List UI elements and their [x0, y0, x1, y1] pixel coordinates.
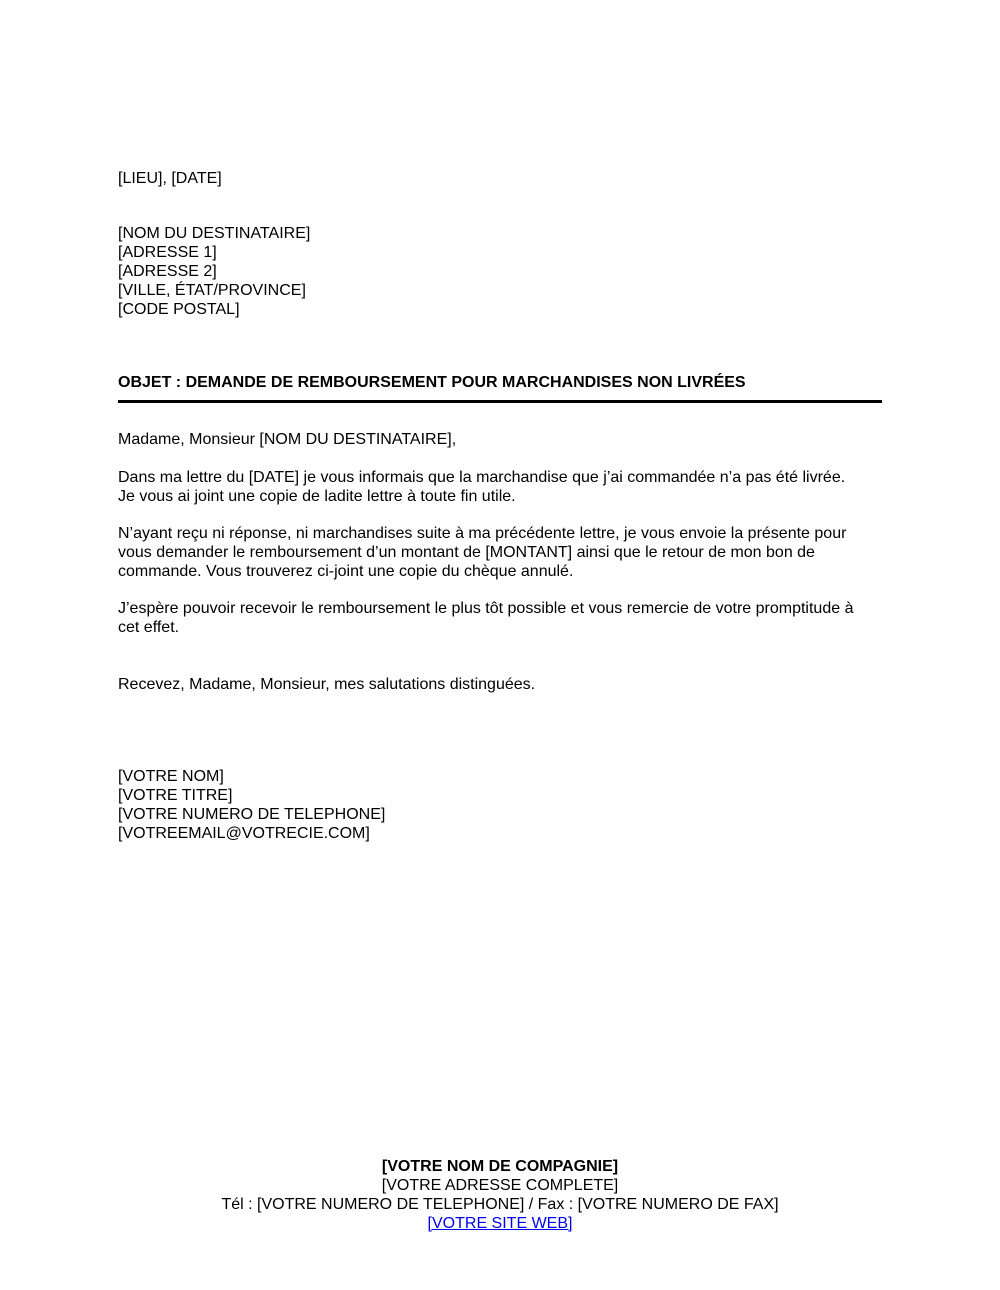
- sender-name: [VOTRE NOM]: [118, 768, 224, 785]
- recipient-name: [NOM DU DESTINATAIRE]: [118, 225, 311, 242]
- closing: Recevez, Madame, Monsieur, mes salutations distinguées.: [118, 676, 536, 693]
- subject-divider: [118, 400, 882, 403]
- paragraph-line: Dans ma lettre du [DATE] je vous informais que la marchandise que j’ai commandée n’a pas été livrée.: [118, 469, 846, 486]
- sender-email: [VOTREEMAIL@VOTRECIE.COM]: [118, 825, 370, 842]
- body-paragraph-2: [118, 524, 888, 581]
- paragraph-line: cet effet.: [118, 619, 180, 636]
- body-paragraph-1: [118, 468, 888, 506]
- paragraph-line: Je vous ai joint une copie de ladite lettre à toute fin utile.: [118, 488, 516, 505]
- paragraph-line: J’espère pouvoir recevoir le remboursement le plus tôt possible et vous remercie de votre promptitude à: [118, 600, 854, 617]
- recipient-address-2: [ADRESSE 2]: [118, 263, 217, 280]
- recipient-address: [118, 224, 888, 319]
- paragraph-line: commande. Vous trouverez ci-joint une copie du chèque annulé.: [118, 563, 574, 580]
- sender-title: [VOTRE TITRE]: [118, 787, 233, 804]
- recipient-city-state: [VILLE, ÉTAT/PROVINCE]: [118, 282, 306, 299]
- subject-line: OBJET : DEMANDE DE REMBOURSEMENT POUR MARCHANDISES NON LIVRÉES: [118, 374, 746, 391]
- recipient-postal-code: [CODE POSTAL]: [118, 301, 240, 318]
- place-date: [LIEU], [DATE]: [118, 170, 222, 187]
- recipient-address-1: [ADRESSE 1]: [118, 244, 217, 261]
- paragraph-line: N’ayant reçu ni réponse, ni marchandises suite à ma précédente lettre, je vous envoie la présente pour: [118, 525, 847, 542]
- company-footer: [0, 1157, 1000, 1233]
- sender-phone: [VOTRE NUMERO DE TELEPHONE]: [118, 806, 386, 823]
- salutation: Madame, Monsieur [NOM DU DESTINATAIRE],: [118, 431, 457, 448]
- company-website-link[interactable]: [VOTRE SITE WEB]: [427, 1215, 573, 1232]
- company-name: [VOTRE NOM DE COMPAGNIE]: [381, 1158, 619, 1175]
- paragraph-line: vous demander le remboursement d’un montant de [MONTANT] ainsi que le retour de mon bon de: [118, 544, 815, 561]
- signature-block: [118, 767, 888, 843]
- company-contact: Tél : [VOTRE NUMERO DE TELEPHONE] / Fax : [VOTRE NUMERO DE FAX]: [221, 1196, 779, 1213]
- body-paragraph-3: [118, 599, 888, 637]
- company-address: [VOTRE ADRESSE COMPLETE]: [381, 1177, 619, 1194]
